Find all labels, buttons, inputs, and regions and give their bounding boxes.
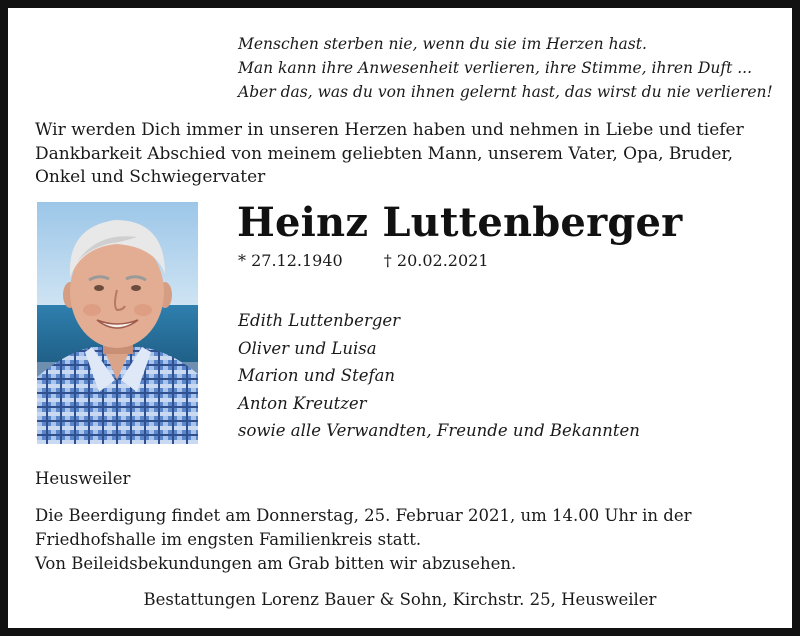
mourner-entry: Edith Luttenberger <box>238 311 401 330</box>
funeral-line: Von Beileidsbekundungen am Grab bitten wir abzusehen. <box>35 554 517 573</box>
mourner-entry: Marion und Stefan <box>238 366 396 385</box>
mourner-entry: Anton Kreutzer <box>238 393 367 413</box>
death-date: † 20.02.2021 <box>383 251 489 270</box>
poem-line: Man kann ihre Anwesenheit verlieren, ihre Stimme, ihren Duft ... <box>238 59 753 77</box>
intro-text <box>35 119 755 190</box>
undertaker-line: Bestattungen Lorenz Bauer & Sohn, Kirchstr. 25, Heusweiler <box>143 590 657 609</box>
funeral-line: Die Beerdigung findet am Donnerstag, 25. Februar 2021, um 14.00 Uhr in der <box>35 506 692 525</box>
portrait-photo <box>37 202 198 444</box>
intro-line: Dankbarkeit Abschied von meinem geliebten Mann, unserem Vater, Opa, Bruder, <box>35 143 734 164</box>
poem-quote <box>238 32 773 104</box>
intro-line: Onkel und Schwiegervater <box>35 167 266 187</box>
deceased-name: Heinz Luttenberger <box>237 199 683 246</box>
poem-line: Menschen sterben nie, wenn du sie im Herzen hast. <box>238 35 647 53</box>
mourner-entry: sowie alle Verwandten, Freunde und Bekannten <box>238 421 640 440</box>
birth-date: * 27.12.1940 <box>238 251 343 270</box>
life-dates <box>238 251 489 270</box>
funeral-details <box>35 504 755 576</box>
funeral-line: Friedhofshalle im engsten Familienkreis statt. <box>35 530 422 549</box>
mourner-entry: Oliver und Luisa <box>238 338 377 358</box>
intro-line: Wir werden Dich immer in unseren Herzen haben und nehmen in Liebe und tiefer <box>35 120 744 140</box>
mourners-list <box>238 307 640 445</box>
place-name: Heusweiler <box>35 469 131 488</box>
poem-line: Aber das, was du von ihnen gelernt hast, das wirst du nie verlieren! <box>238 83 773 101</box>
